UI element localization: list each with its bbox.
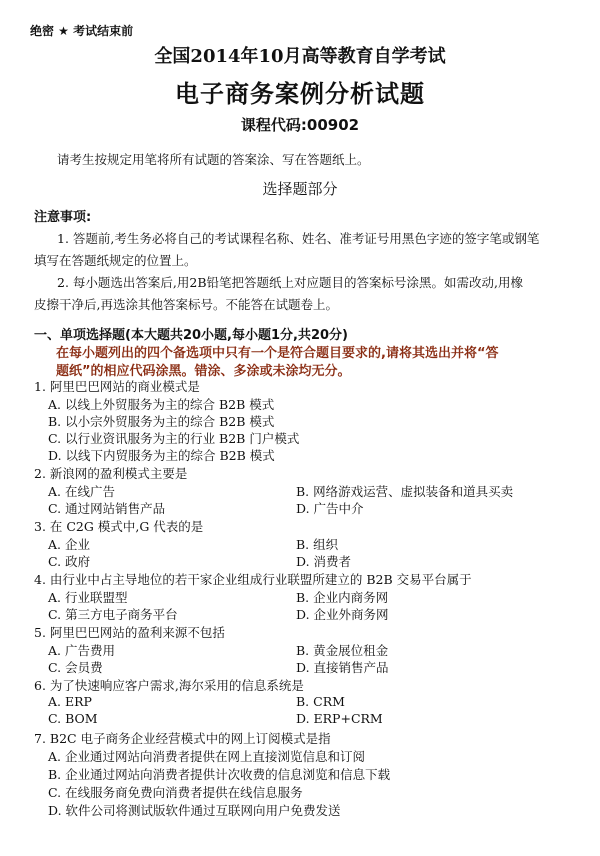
- part-title: 一、单项选择题(本大题共20小题,每小题1分,共20分): [34, 328, 348, 343]
- question-option: B. 企业通过网站向消费者提供计次收费的信息浏览和信息下载: [48, 767, 391, 782]
- question-stem: 3. 在 C2G 模式中,G 代表的是: [34, 519, 204, 534]
- confidential-label: 绝密 ★ 考试结束前: [30, 24, 134, 38]
- question-stem: 2. 新浪网的盈利模式主要是: [34, 466, 188, 481]
- question-option: B. 组织: [296, 537, 339, 552]
- question-option: D. 消费者: [296, 554, 352, 569]
- question-option: B. 企业内商务网: [296, 590, 389, 605]
- question-stem: 4. 由行业中占主导地位的若干家企业组成行业联盟所建立的 B2B 交易平台属于: [34, 572, 472, 587]
- part-description: 题纸”的相应代码涂黑。错涂、多涂或未涂均无分。: [56, 364, 351, 379]
- question-option: B. CRM: [296, 694, 345, 709]
- question-option: C. 以行业资讯服务为主的行业 B2B 门户模式: [48, 431, 300, 446]
- exam-title: 全国2014年10月高等教育自学考试: [154, 46, 446, 67]
- question-option: D. ERP+CRM: [296, 711, 383, 726]
- part-description: 在每小题列出的四个备选项中只有一个是符合题目要求的,请将其选出并将“答: [56, 346, 499, 361]
- note-line: 填写在答题纸规定的位置上。: [34, 253, 197, 268]
- question-option: C. 政府: [48, 554, 91, 569]
- question-option: D. 企业外商务网: [296, 607, 389, 622]
- section-title: 选择题部分: [262, 180, 338, 198]
- question-option: A. 企业: [48, 537, 90, 552]
- question-stem: 7. B2C 电子商务企业经营模式中的网上订阅模式是指: [34, 731, 331, 746]
- question-option: C. 第三方电子商务平台: [48, 607, 178, 622]
- instruction-text: 请考生按规定用笔将所有试题的答案涂、写在答题纸上。: [57, 152, 370, 167]
- question-option: C. 在线服务商免费向消费者提供在线信息服务: [48, 785, 303, 800]
- paper-title: 电子商务案例分析试题: [175, 80, 425, 108]
- note-line: 2. 每小题选出答案后,用2B铅笔把答题纸上对应题目的答案标号涂黑。如需改动,用橡: [57, 275, 523, 290]
- question-option: A. 行业联盟型: [48, 590, 128, 605]
- question-option: A. 企业通过网站向消费者提供在网上直接浏览信息和订阅: [48, 749, 365, 764]
- question-option: C. 通过网站销售产品: [48, 501, 166, 516]
- question-option: B. 网络游戏运营、虚拟装备和道具买卖: [296, 484, 514, 499]
- question-option: A. 在线广告: [48, 484, 115, 499]
- question-option: D. 直接销售产品: [296, 660, 389, 675]
- question-option: D. 以线下内贸服务为主的综合 B2B 模式: [48, 448, 275, 463]
- question-option: C. BOM: [48, 711, 98, 726]
- question-stem: 6. 为了快速响应客户需求,海尔采用的信息系统是: [34, 678, 304, 693]
- question-option: D. 广告中介: [296, 501, 364, 516]
- question-option: A. ERP: [48, 694, 92, 709]
- question-stem: 5. 阿里巴巴网站的盈利来源不包括: [34, 625, 225, 640]
- question-option: B. 以小宗外贸服务为主的综合 B2B 模式: [48, 414, 275, 429]
- question-option: D. 软件公司将测试版软件通过互联网向用户免费发送: [48, 803, 341, 818]
- question-option: C. 会员费: [48, 660, 103, 675]
- question-stem: 1. 阿里巴巴网站的商业模式是: [34, 379, 200, 394]
- note-line: 1. 答题前,考生务必将自己的考试课程名称、姓名、准考证号用黑色字迹的签字笔或钢笔: [57, 231, 540, 246]
- question-option: A. 以线上外贸服务为主的综合 B2B 模式: [48, 397, 275, 412]
- course-code: 课程代码:00902: [240, 116, 360, 134]
- note-line: 皮擦干净后,再选涂其他答案标号。不能答在试题卷上。: [34, 297, 338, 312]
- question-option: A. 广告费用: [48, 643, 115, 658]
- notes-title: 注意事项:: [34, 210, 92, 225]
- question-option: B. 黄金展位租金: [296, 643, 389, 658]
